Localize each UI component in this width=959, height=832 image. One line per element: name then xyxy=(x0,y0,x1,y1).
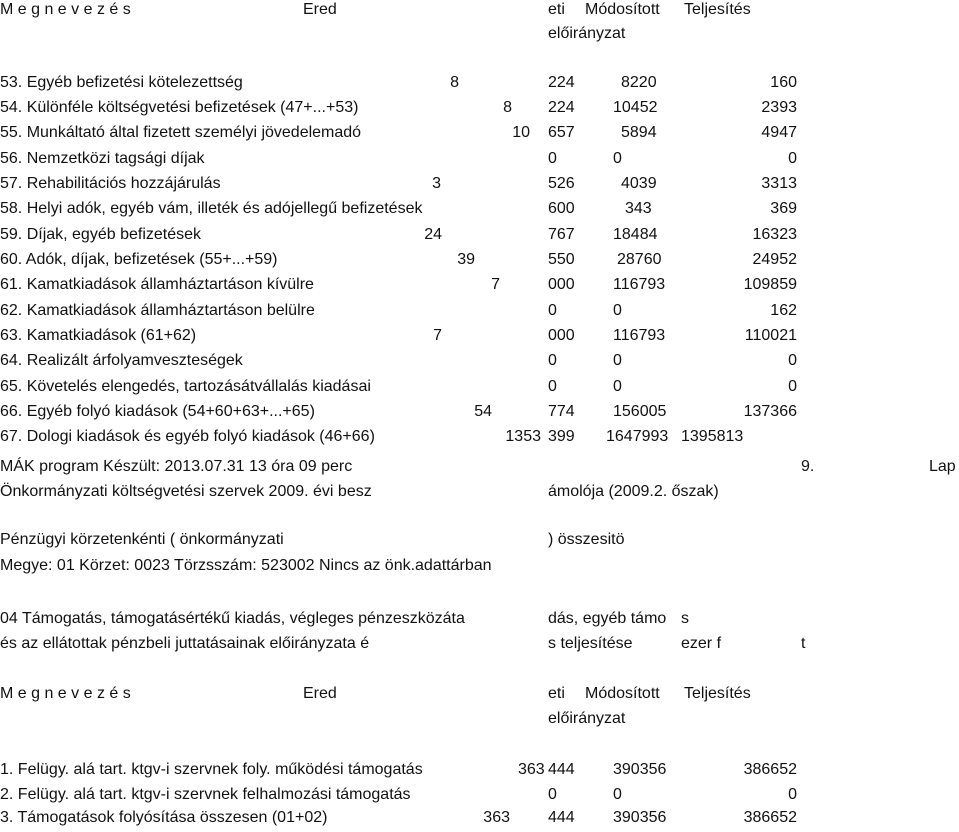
footer-page-number: 9. xyxy=(801,458,815,475)
row-ered: 363 xyxy=(518,761,545,778)
row-ered: 24 xyxy=(424,226,442,243)
row-label: 56. Nemzetközi tagsági díjak xyxy=(0,150,205,167)
row-teljesites: 386652 xyxy=(743,761,797,778)
col-header-name: M e g n e v e z é s xyxy=(0,1,131,18)
row-ered: 3 xyxy=(432,175,441,192)
row-teljesites: 386652 xyxy=(743,809,797,826)
footer-report-title-part2: ámolója (2009.2. őszak) xyxy=(548,483,719,500)
row-modositott: 116793 xyxy=(613,327,666,344)
row-label: 59. Díjak, egyéb befizetések xyxy=(0,226,202,243)
row-label: 57. Rehabilitációs hozzájárulás xyxy=(0,175,221,192)
row-teljesites: 110021 xyxy=(744,327,797,344)
row-modositott: 1647993 xyxy=(606,428,669,445)
row-teljesites: 109859 xyxy=(743,276,797,293)
row-eti: 526 xyxy=(548,175,575,192)
row-teljesites: 0 xyxy=(788,150,797,167)
section-penzugyi-part2: ) összesitö xyxy=(548,531,625,548)
section-tamogatas-line2-d: t xyxy=(801,635,806,652)
row-label: 55. Munkáltató által fizetett személyi jövedelemadó xyxy=(0,124,362,141)
col-header-teljesites: Teljesítés xyxy=(684,1,751,18)
section-tamogatas-line2-c: ezer f xyxy=(681,635,722,652)
row-modositott: 0 xyxy=(613,378,622,395)
row-teljesites: 16323 xyxy=(752,226,797,243)
row-label: 60. Adók, díjak, befizetések (55+...+59) xyxy=(0,251,278,268)
row-ered: 10 xyxy=(512,124,530,141)
row-modositott: 116793 xyxy=(613,276,666,293)
col-header-eloiranyzat-2: előirányzat xyxy=(548,710,626,727)
row-teljesites: 24952 xyxy=(752,251,797,268)
row-ered: 8 xyxy=(503,99,512,116)
section-tamogatas-line1-b: dás, egyéb támo xyxy=(548,610,667,627)
row-teljesites: 0 xyxy=(788,786,797,803)
row-modositott: 390356 xyxy=(613,761,667,778)
col-header-modositott-2: Módosított xyxy=(585,685,660,702)
section-megye-korzet: Megye: 01 Körzet: 0023 Törzsszám: 523002 Nincs az önk.adattárban xyxy=(0,557,492,574)
row-teljesites: 2393 xyxy=(761,99,797,116)
col-header-teljesites-2: Teljesítés xyxy=(684,685,751,702)
row-modositott: 0 xyxy=(613,302,622,319)
row-teljesites: 0 xyxy=(788,378,797,395)
row-modositott: 0 xyxy=(613,786,622,803)
row-eti: 0 xyxy=(548,378,557,395)
section-tamogatas-line2-a: és az ellátottak pénzbeli juttatásainak előirányzata é xyxy=(0,635,370,652)
row-eti: 0 xyxy=(548,150,557,167)
row-modositott: 18484 xyxy=(613,226,658,243)
row-eti: 399 xyxy=(548,428,575,445)
row-eti: 224 xyxy=(548,74,575,91)
row-teljesites: 160 xyxy=(770,74,797,91)
row-label: 61. Kamatkiadások államháztartáson kívülre xyxy=(0,276,314,293)
col-header-eloiranyzat: előirányzat xyxy=(548,25,626,42)
row-ered: 39 xyxy=(457,251,475,268)
row-ered: 7 xyxy=(491,276,500,293)
section-tamogatas-line1-c: s xyxy=(681,610,689,627)
row-modositott: 0 xyxy=(613,352,622,369)
row-modositott: 28760 xyxy=(617,251,662,268)
row-ered: 363 xyxy=(483,809,510,826)
row-ered: 8 xyxy=(450,74,459,91)
col-header-ered-2: Ered xyxy=(303,685,337,702)
row-ered: 7 xyxy=(433,327,442,344)
row-teljesites: 0 xyxy=(788,352,797,369)
row-teljesites: 369 xyxy=(770,200,797,217)
row-label: 54. Különféle költségvetési befizetések (47+...+53) xyxy=(0,99,359,116)
row-modositott: 343 xyxy=(625,200,652,217)
row-modositott: 5894 xyxy=(621,124,657,141)
footer-report-title-part1: Önkormányzati költségvetési szervek 2009. évi besz xyxy=(0,483,372,500)
col-header-eti: eti xyxy=(548,1,565,18)
row-teljesites: 3313 xyxy=(761,175,797,192)
row-modositott: 390356 xyxy=(613,809,667,826)
row-modositott: 156005 xyxy=(613,403,667,420)
row-ered: 1353 xyxy=(505,428,541,445)
row-eti: 767 xyxy=(548,226,575,243)
row-label: 3. Támogatások folyósítása összesen (01+02) xyxy=(0,809,328,826)
row-eti: 600 xyxy=(548,200,575,217)
footer-mak-program: MÁK program Készült: 2013.07.31 13 óra 09 perc xyxy=(0,458,353,475)
section-tamogatas-line2-b: s teljesítése xyxy=(548,635,633,652)
row-eti: 0 xyxy=(548,352,557,369)
col-header-name-2: M e g n e v e z é s xyxy=(0,685,131,702)
row-label: 66. Egyéb folyó kiadások (54+60+63+...+65) xyxy=(0,403,315,420)
row-ered: 54 xyxy=(474,403,492,420)
row-eti: 224 xyxy=(548,99,575,116)
row-teljesites: 137366 xyxy=(743,403,797,420)
row-modositott: 4039 xyxy=(621,175,657,192)
row-teljesites: 162 xyxy=(770,302,797,319)
footer-lap-label: Lap xyxy=(929,458,956,475)
row-teljesites: 4947 xyxy=(761,124,797,141)
section-tamogatas-line1-a: 04 Támogatás, támogatásértékű kiadás, végleges pénzeszközáta xyxy=(0,610,465,627)
row-eti: 000 xyxy=(548,327,575,344)
col-header-modositott: Módosított xyxy=(585,1,660,18)
row-eti: 550 xyxy=(548,251,575,268)
row-eti: 0 xyxy=(548,302,557,319)
row-eti: 000 xyxy=(548,276,575,293)
row-eti: 774 xyxy=(548,403,575,420)
row-label: 62. Kamatkiadások államháztartáson belülre xyxy=(0,302,315,319)
row-modositott: 10452 xyxy=(613,99,658,116)
section-penzugyi-part1: Pénzügyi körzetenkénti ( önkormányzati xyxy=(0,531,284,548)
row-eti: 657 xyxy=(548,124,575,141)
row-eti: 444 xyxy=(548,809,575,826)
col-header-ered: Ered xyxy=(303,1,337,18)
row-teljesites: 1395813 xyxy=(681,428,744,445)
row-label: 65. Követelés elengedés, tartozásátvállalás kiadásai xyxy=(0,378,371,395)
row-label: 67. Dologi kiadások és egyéb folyó kiadások (46+66) xyxy=(0,428,375,445)
row-modositott: 8220 xyxy=(621,74,657,91)
row-label: 1. Felügy. alá tart. ktgv-i szervnek foly. működési támogatás xyxy=(0,761,423,778)
row-label: 64. Realizált árfolyamveszteségek xyxy=(0,352,243,369)
row-label: 2. Felügy. alá tart. ktgv-i szervnek felhalmozási támogatás xyxy=(0,786,411,803)
row-modositott: 0 xyxy=(613,150,622,167)
row-eti: 0 xyxy=(548,786,557,803)
row-label: 63. Kamatkiadások (61+62) xyxy=(0,327,197,344)
row-label: 53. Egyéb befizetési kötelezettség xyxy=(0,74,243,91)
row-label: 58. Helyi adók, egyéb vám, illeték és adójellegű befizetések xyxy=(0,200,423,217)
row-eti: 444 xyxy=(548,761,575,778)
col-header-eti-2: eti xyxy=(548,685,565,702)
